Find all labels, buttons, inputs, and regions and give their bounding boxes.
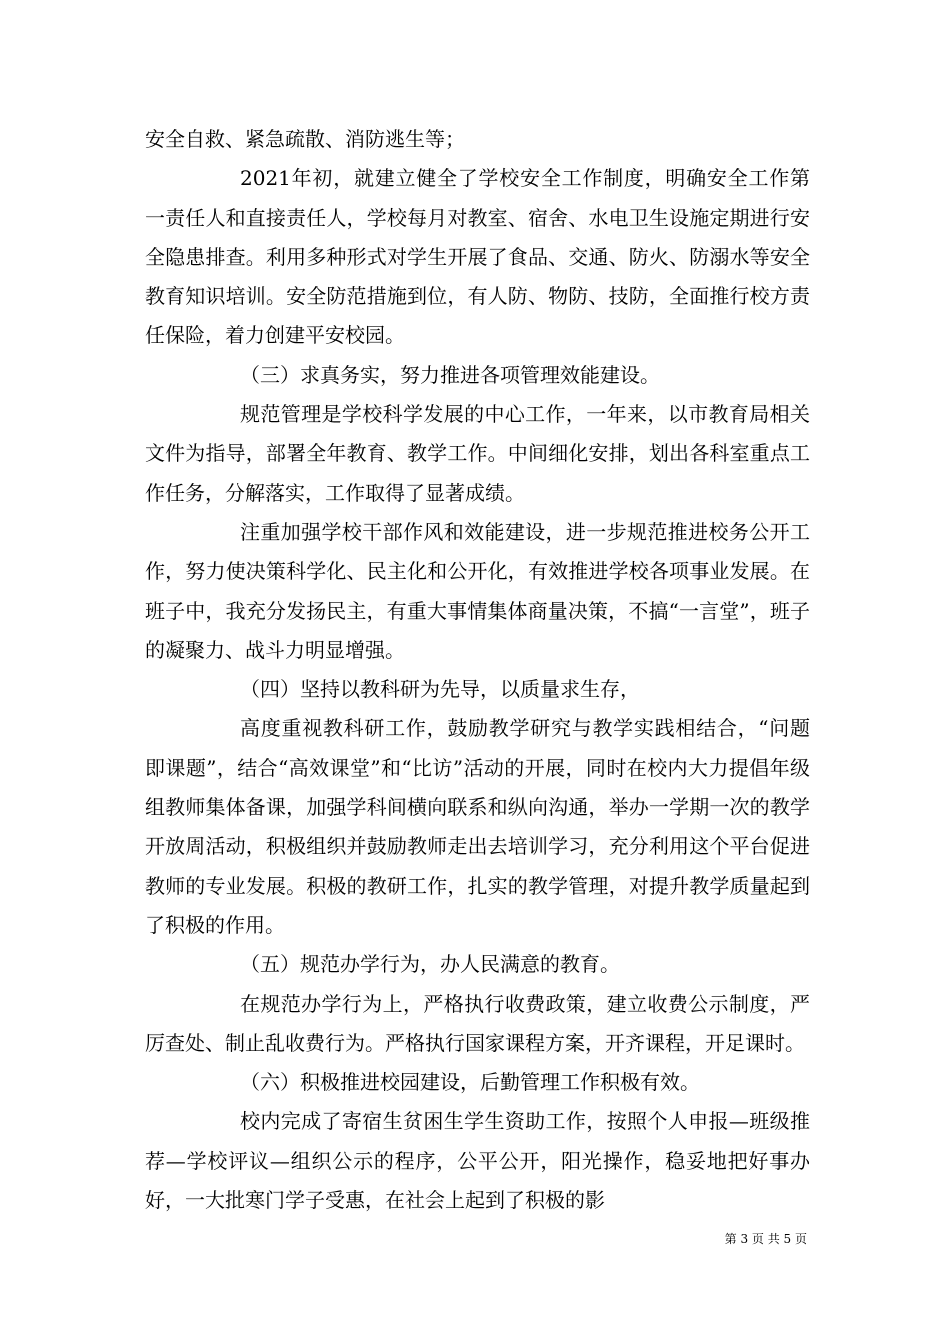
- paragraph-cadre-style: 注重加强学校干部作风和效能建设，进一步规范推进校务公开工作，努力使决策科学化、民主化和公开化，有效推进学校各项事业发展。在班子中，我充分发扬民主，有重大事情集体商量决策，不搞“一言堂”，班子的凝聚力、战斗力明显增强。: [145, 519, 810, 662]
- document-body: [145, 120, 810, 1220]
- paragraph-student-aid: 校内完成了寄宿生贫困生学生资助工作，按照个人申报—班级推荐—学校评议—组织公示的程序，公平公开，阳光操作，稳妥地把好事办好，一大批寒门学子受惠，在社会上起到了积极的影: [145, 1109, 810, 1213]
- section-heading-4: （四）坚持以教科研为先导，以质量求生存，: [240, 677, 640, 702]
- section-heading-6: （六）积极推进校园建设，后勤管理工作积极有效。: [240, 1070, 700, 1095]
- paragraph-safety-system: 2021年初，就建立健全了学校安全工作制度，明确安全工作第一责任人和直接责任人，学校每月对教室、宿舍、水电卫生设施定期进行安全隐患排查。利用多种形式对学生开展了食品、交通、防火、防溺水等安全教育知识培训。安全防范措施到位，有人防、物防、技防，全面推行校方责任保险，着力创建平安校园。: [145, 166, 810, 348]
- page-number-footer: 第 3 页 共 5 页: [724, 1232, 807, 1246]
- paragraph-continuation: 安全自救、紧急疏散、消防逃生等；: [145, 127, 465, 151]
- paragraph-school-conduct: 在规范办学行为上，严格执行收费政策，建立收费公示制度，严厉查处、制止乱收费行为。严格执行国家课程方案，开齐课程，开足课时。: [145, 991, 810, 1055]
- section-heading-5: （五）规范办学行为，办人民满意的教育。: [240, 952, 620, 977]
- paragraph-management: 规范管理是学校科学发展的中心工作，一年来，以市教育局相关文件为指导，部署全年教育、教学工作。中间细化安排，划出各科室重点工作任务，分解落实，工作取得了显著成绩。: [145, 402, 810, 505]
- paragraph-teaching-research: 高度重视教科研工作，鼓励教学研究与教学实践相结合，“问题即课题”，结合“高效课堂”和“比访”活动的开展，同时在校内大力提倡年级组教师集体备课，加强学科间横向联系和纵向沟通，举办一学期一次的教学开放周活动，积极组织并鼓励教师走出去培训学习，充分利用这个平台促进教师的专业发展。积极的教研工作，扎实的教学管理，对提升教学质量起到了积极的作用。: [145, 716, 810, 937]
- section-heading-3: （三）求真务实，努力推进各项管理效能建设。: [240, 362, 660, 387]
